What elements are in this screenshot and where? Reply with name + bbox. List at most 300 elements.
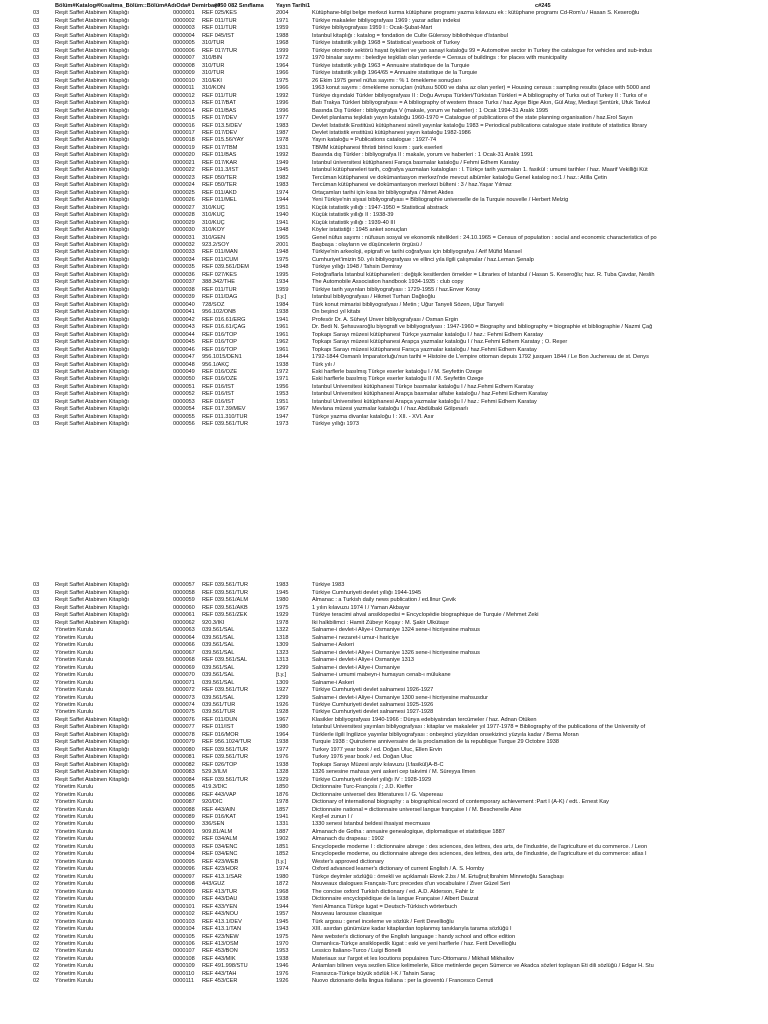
demirbas-cell: 0000009 [173, 70, 195, 77]
bolum-cell: 02 [33, 784, 40, 791]
table-row [0, 919, 768, 926]
demirbas-cell: 0000017 [173, 129, 195, 136]
title-cell: Basında dış Türkler : bibliyografya II : makale, yorum ve haberleri : 1 Ocak-31 Aralık 1991 [312, 152, 534, 159]
siniflama-cell: REF 011/BAS [202, 152, 237, 159]
sheet-block-2 [0, 575, 768, 986]
bolum-cell: 02 [33, 694, 40, 701]
bolum-cell: 03 [33, 421, 40, 428]
title-cell: 1963 konut sayımı : örnekleme sonuçları (nüfusu 5000 ve daha az olan yerler) = Housing census : sampling results (place with 5000 and [312, 85, 650, 92]
title-cell: İstanbul kütüphaneleri tarih, coğrafya yazmaları katalogları : I. Türkçe tarih yazmaları 1. fasikül : umumi tarihler / haz. Maarif Vekilliği Küt [312, 167, 648, 174]
yayin-tarihi-cell: 1931 [276, 144, 289, 151]
yayin-tarihi-cell: 1323 [276, 649, 289, 656]
table-row [0, 70, 768, 77]
bolum-cell: 02 [33, 873, 40, 880]
yayin-tarihi-cell: 1973 [276, 421, 289, 428]
table-row [0, 792, 768, 799]
title-cell: Genel nüfus sayımı : nüfusun sosyal ve ekonomik nitelikleri : 24.10.1965 = Census of population : social and economic characteristics of po [312, 234, 657, 241]
kitaplik-cell: Reşit Saffet Atabinen Kitaplığı [55, 413, 129, 420]
kitaplik-cell: Yönetim Kurulu [55, 836, 94, 843]
title-cell: Türkiye Cumhuriyeti devlet yıllığı 1944-1945 [312, 589, 422, 596]
yayin-tarihi-cell: 1959 [276, 286, 289, 293]
siniflama-cell: REF 039.561/TUR [202, 746, 249, 753]
kitaplik-cell: Reşit Saffet Atabinen Kitaplığı [55, 309, 129, 316]
demirbas-cell: 0000022 [173, 167, 195, 174]
siniflama-cell: REF 016/MOR [202, 731, 239, 738]
demirbas-cell: 0000068 [173, 657, 195, 664]
demirbas-cell: 0000047 [173, 354, 195, 361]
yayin-tarihi-cell: 1980 [276, 597, 289, 604]
yayin-tarihi-cell: 1943 [276, 926, 289, 933]
siniflama-cell: REF 026/TOP [202, 761, 238, 768]
yayin-tarihi-cell: 1988 [276, 32, 289, 39]
kitaplik-cell: Reşit Saffet Atabinen Kitaplığı [55, 144, 129, 151]
yayin-tarihi-cell: 1980 [276, 724, 289, 731]
siniflama-cell: REF 025/KES [202, 10, 237, 17]
siniflama-cell: REF 413.1/TAN [202, 926, 242, 933]
kitaplik-cell: Reşit Saffet Atabinen Kitaplığı [55, 92, 129, 99]
title-cell: New webster's dictionary of the English language : handy school and office edition [312, 933, 516, 940]
table-row [0, 665, 768, 672]
bolum-cell: 03 [33, 144, 40, 151]
table-row [0, 339, 768, 346]
yayin-tarihi-cell: 1961 [276, 331, 289, 338]
kitaplik-cell: Reşit Saffet Atabinen Kitaplığı [55, 204, 129, 211]
title-cell: Turkey 1976 year book / ed. Doğan Uluc [312, 754, 413, 761]
title-cell: Nouveaux dialogues Français-Turc precedes d'un vocabulaire / Ziver Güzel Seri [312, 881, 510, 888]
bolum-cell: 03 [33, 70, 40, 77]
siniflama-cell: REF 039.561/ZEK [202, 612, 248, 619]
demirbas-cell: 0000099 [173, 888, 195, 895]
title-cell: Dr. Bedi N. Şehsuvaroğlu biyografi ve bibliyografyası : 1947-1960 = Biography and bibliography = biographie et bibliographie / Nazmi Çağ [312, 324, 653, 331]
bolum-cell: 03 [33, 115, 40, 122]
bolum-cell: 02 [33, 881, 40, 888]
siniflama-cell: REF 011/TÜR [202, 92, 237, 99]
demirbas-cell: 0000011 [173, 85, 195, 92]
bolum-cell: 02 [33, 649, 40, 656]
kitaplik-cell: Reşit Saffet Atabinen Kitaplığı [55, 619, 129, 626]
bolum-cell: 03 [33, 331, 40, 338]
table-row [0, 926, 768, 933]
yayin-tarihi-cell: 1902 [276, 836, 289, 843]
yayin-tarihi-cell: 1851 [276, 843, 289, 850]
yayin-tarihi-cell: 1976 [276, 970, 289, 977]
bolum-cell: 03 [33, 137, 40, 144]
bolum-cell: 03 [33, 47, 40, 54]
kitaplik-cell: Yönetim Kurulu [55, 926, 94, 933]
siniflama-cell: REF 011/İST [202, 724, 234, 731]
demirbas-cell: 0000039 [173, 294, 195, 301]
yayin-tarihi-cell: 1964 [276, 62, 289, 69]
kitaplik-cell: Reşit Saffet Atabinen Kitaplığı [55, 62, 129, 69]
demirbas-cell: 0000101 [173, 903, 195, 910]
kitaplik-cell: Reşit Saffet Atabinen Kitaplığı [55, 189, 129, 196]
siniflama-cell: REF 039.561/TUR [202, 754, 249, 761]
table-row [0, 93, 768, 100]
demirbas-cell: 0000061 [173, 612, 195, 619]
title-cell: Dictionnaire Turc-François / ; J.D. Kieffer [312, 784, 413, 791]
siniflama-cell: 039.561/SAL [202, 679, 235, 686]
yayin-tarihi-cell: 1951 [276, 204, 289, 211]
title-cell: Mevlana müzesi yazmalar kataloğu I / haz.Abdülbaki Gölpınarlı [312, 406, 469, 413]
bolum-cell: 02 [33, 978, 40, 985]
yayin-tarihi-cell: 1968 [276, 888, 289, 895]
demirbas-cell: 0000107 [173, 948, 195, 955]
siniflama-cell: REF 453/BON [202, 948, 238, 955]
demirbas-cell: 0000090 [173, 821, 195, 828]
bolum-cell: 02 [33, 851, 40, 858]
table-row [0, 18, 768, 25]
title-cell: Devlet planlama teşkilatı yayın kataloğu 1960-1970 = Catalogue of publications of the state planning organisation / haz.Erol Sayın [312, 115, 633, 122]
table-row [0, 904, 768, 911]
table-row [0, 123, 768, 130]
table-row [0, 287, 768, 294]
title-cell: Oxford advanced learner's dictionary of current English / A. S. Hornby [312, 866, 485, 873]
table-row [0, 249, 768, 256]
table-row [0, 635, 768, 642]
bolum-cell: 02 [33, 687, 40, 694]
bolum-cell: 03 [33, 129, 40, 136]
demirbas-cell: 0000030 [173, 227, 195, 234]
table-row [0, 205, 768, 212]
kitaplik-cell: Reşit Saffet Atabinen Kitaplığı [55, 264, 129, 271]
title-cell: Küçük istatistik yıllığı II : 1938-39 [312, 212, 394, 219]
siniflama-cell: REF 039.561/DEM [202, 264, 249, 271]
title-cell: Fotoğraflarla İstanbul kütüphaneleri : değişik kesitlerden örnekler = Libraries of İstanbul / Hasan S. Keseroğlu; haz. R. Tuba Çavdar, Neslih [312, 271, 655, 278]
column-header-row [0, 575, 768, 582]
yayin-tarihi-cell: 1996 [276, 107, 289, 114]
yayin-tarihi-cell: 1852 [276, 851, 289, 858]
bolum-cell: 02 [33, 814, 40, 820]
table-row [0, 279, 768, 286]
siniflama-cell: REF 013.5/DEV [202, 122, 242, 129]
demirbas-cell: 0000085 [173, 784, 195, 791]
table-row [0, 769, 768, 776]
title-cell: XIII. asırdan günümüze kadar kitaplardan toplanmış tanıklarıyla tarama sözlüğü I [312, 926, 512, 933]
yayin-tarihi-cell: 1949 [276, 159, 289, 166]
yayin-tarihi-cell: 1975 [276, 77, 289, 84]
table-row [0, 376, 768, 383]
title-cell: Yeni Türkiye'nin siyasi bibliyografyası = Bibliographie universelle de la Turquie nouvelle / Herbert Melzig [312, 197, 569, 204]
yayin-tarihi-cell: [t.y.] [276, 294, 287, 301]
kitaplik-cell: Reşit Saffet Atabinen Kitaplığı [55, 597, 129, 604]
siniflama-cell: REF 011/CUM [202, 256, 238, 263]
siniflama-cell: REF 016.61/ÇAĞ [202, 324, 246, 331]
yayin-tarihi-cell: 1322 [276, 627, 289, 634]
siniflama-cell: 039.561/TÜR [202, 701, 236, 708]
yayin-tarihi-cell: 1992 [276, 92, 289, 99]
title-cell: Türkiye istatistik yıllığı 1963 = Annuaire statistique de la Turquie [312, 62, 470, 69]
yayin-tarihi-cell: 1972 [276, 368, 289, 375]
bolum-cell: 02 [33, 642, 40, 649]
demirbas-cell: 0000067 [173, 649, 195, 656]
table-row [0, 40, 768, 47]
bolum-cell: 03 [33, 354, 40, 361]
demirbas-cell: 0000089 [173, 814, 195, 820]
title-cell: Yayın kataloğu = Publications catalogue : 1927-74 [312, 137, 437, 144]
title-cell: Klasikler bibliyografyası 1940-1966 : Dünya edebiyatından tercümeler / haz. Adnan Ötüken [312, 716, 537, 723]
demirbas-cell: 0000044 [173, 331, 195, 338]
siniflama-cell: REF 443/VAP [202, 791, 237, 798]
table-row [0, 844, 768, 851]
kitaplik-cell: Yönetim Kurulu [55, 791, 94, 798]
bolum-cell: 02 [33, 657, 40, 664]
demirbas-cell: 0000025 [173, 189, 195, 196]
yayin-tarihi-cell: 1961 [276, 346, 289, 353]
siniflama-cell: REF 039.561/SAL [202, 657, 248, 664]
siniflama-cell: REF 443/TAH [202, 970, 237, 977]
demirbas-cell: 0000048 [173, 361, 195, 368]
kitaplik-cell: Reşit Saffet Atabinen Kitaplığı [55, 406, 129, 413]
yayin-tarihi-cell: 1926 [276, 701, 289, 708]
title-cell: İstanbul Üniversitesi yayınları bibliyografyası : kitaplar ve makaleler yıl 1977-1978 = Bibliography of the publications of the University of [312, 724, 646, 731]
title-cell: Almanach de Gotha : annuaire genealogique, diplomatique et statistique 1887 [312, 828, 505, 835]
demirbas-cell: 0000079 [173, 739, 195, 746]
siniflama-cell: REF 016/ÖZE [202, 368, 238, 375]
siniflama-cell: REF 045/İST [202, 32, 235, 39]
kitaplik-cell: Reşit Saffet Atabinen Kitaplığı [55, 754, 129, 761]
title-cell: Salname-i nezaret-i umur-i hariciye [312, 634, 399, 641]
kitaplik-cell: Yönetim Kurulu [55, 657, 94, 664]
demirbas-cell: 0000080 [173, 746, 195, 753]
demirbas-cell: 0000098 [173, 881, 195, 888]
table-row [0, 55, 768, 62]
kitaplik-cell: Yönetim Kurulu [55, 881, 94, 888]
title-cell: Yeni Almanca Türkçe lugat = Deutsch-Türkisch wörterbuch [312, 903, 458, 910]
table-row [0, 963, 768, 970]
siniflama-cell: REF 039.561/TÜR [202, 582, 249, 589]
yayin-tarihi-cell: 1938 [276, 955, 289, 962]
demirbas-cell: 0000070 [173, 672, 195, 679]
table-row [0, 948, 768, 955]
bolum-cell: 03 [33, 346, 40, 353]
title-cell: İstanbul Üniversitesi kütüphanesi Arapça basmalar alfabe kataloğu / haz.Fehmi Edhem Karatay [312, 391, 548, 398]
title-cell: Salname-i devlet-i Aliye-i Osmaniye 1326 sene-i hicriyesine mahsus [312, 649, 480, 656]
siniflama-cell: 039.561/SAL [202, 642, 235, 649]
yayin-tarihi-cell: 1945 [276, 589, 289, 596]
title-cell: Türkçe yazma divanlar kataloğu I : XII. - XVI. Asır [312, 413, 434, 420]
bolum-cell: 03 [33, 619, 40, 626]
kitaplik-cell: Reşit Saffet Atabinen Kitaplığı [55, 137, 129, 144]
demirbas-cell: 0000064 [173, 634, 195, 641]
demirbas-cell: 0000094 [173, 851, 195, 858]
table-row [0, 212, 768, 219]
siniflama-cell: 039.561/SAL [202, 649, 235, 656]
kitaplik-cell: Yönetim Kurulu [55, 963, 94, 970]
kitaplik-cell: Reşit Saffet Atabinen Kitaplığı [55, 716, 129, 723]
title-cell: Türkiye yıllığı 1973 [312, 421, 359, 428]
yayin-tarihi-cell: 1944 [276, 903, 289, 910]
title-cell: 1 yılın kılavuzu 1974 I / Yaman Akbayar [312, 604, 410, 611]
table-row [0, 115, 768, 122]
demirbas-cell: 0000088 [173, 806, 195, 813]
table-row [0, 63, 768, 70]
title-cell: Salname-i devlet-i Aliye-i Osmaniye [312, 664, 400, 671]
siniflama-cell: 529.3/İLM [202, 769, 227, 776]
title-cell: 1792-1844 Osmanlı İmparatorluğu'nun tarihi = Histoire de L'empire ottoman depuis 1792 jusquen 1844 / Le Bon Juchereau de st. Denys [312, 354, 649, 361]
title-cell: Türkçe deyimler sözlüğü : örnekli ve açıklamalı Ekrek 2.bs / M. Ertuğrul;İbrahim Minnetoğlu Saraçbaşı [312, 873, 564, 880]
kitaplik-cell: Reşit Saffet Atabinen Kitaplığı [55, 77, 129, 84]
bolum-cell: 03 [33, 316, 40, 323]
table-row [0, 650, 768, 657]
yayin-tarihi-cell: 1331 [276, 821, 289, 828]
kitaplik-cell: Reşit Saffet Atabinen Kitaplığı [55, 152, 129, 159]
demirbas-cell: 0000032 [173, 242, 195, 248]
table-row [0, 414, 768, 421]
table-row [0, 108, 768, 115]
siniflama-cell: REF 491.998/STU [202, 963, 248, 970]
yayin-tarihi-cell: 1945 [276, 918, 289, 925]
bolum-cell: 02 [33, 836, 40, 843]
yayin-tarihi-cell: 1975 [276, 604, 289, 611]
title-cell: Türkiye Cumhuriyeti devlet salnamesi 1927-1928 [312, 709, 434, 716]
demirbas-cell: 0000007 [173, 55, 195, 62]
table-row [0, 347, 768, 354]
siniflama-cell: REF 034/ALM [202, 836, 238, 843]
table-row [0, 175, 768, 182]
kitaplik-cell: Reşit Saffet Atabinen Kitaplığı [55, 17, 129, 24]
bolum-cell: 03 [33, 17, 40, 24]
yayin-tarihi-cell: 1872 [276, 881, 289, 888]
demirbas-cell: 0000029 [173, 219, 195, 226]
demirbas-cell: 0000092 [173, 836, 195, 843]
yayin-tarihi-cell: 1983 [276, 122, 289, 129]
kitaplik-cell: Yönetim Kurulu [55, 679, 94, 686]
title-cell: Türkiye Cumhuriyeti devlet salnamesi 1925-1926 [312, 701, 434, 708]
table-row [0, 709, 768, 716]
siniflama-cell: REF 413.1/SAR [202, 873, 242, 880]
yayin-tarihi-cell: 1938 [276, 309, 289, 316]
title-cell: Turquie 1938 : Quinzieme anniversaire de la proclamation de la republique Turque 29 Octobre 1938 [312, 739, 560, 746]
kitaplik-cell: Reşit Saffet Atabinen Kitaplığı [55, 122, 129, 129]
title-cell: Türkiye teracimi ahval ansiklopedisi = Encyclopédie biographique de Turquie / Mehmet Zeki [312, 612, 539, 619]
siniflama-cell: REF 423/NEW [202, 933, 239, 940]
demirbas-cell: 0000072 [173, 687, 195, 694]
kitaplik-cell: Yönetim Kurulu [55, 933, 94, 940]
table-row [0, 717, 768, 724]
bolum-cell: 02 [33, 828, 40, 835]
yayin-tarihi-cell: 1927 [276, 687, 289, 694]
siniflama-cell: REF 423/WEB [202, 858, 239, 865]
kitaplik-cell: Yönetim Kurulu [55, 896, 94, 903]
title-cell: Basında Dış Türkler : bibliyografya V (makale, yorum ve haberler) : 1 Ocak 1994-31 Aralık 1995 [312, 107, 549, 114]
title-cell: Salname-i devlet-i Aliye-i Osmaniye 1300 sene-i hicriyesine mahsusdur [312, 694, 488, 701]
siniflama-cell: 310/TÜR [202, 62, 225, 69]
siniflama-cell: 336/SEN [202, 821, 225, 828]
table-row [0, 866, 768, 873]
bolum-cell: 03 [33, 724, 40, 731]
table-row [0, 294, 768, 301]
kitaplik-cell: Reşit Saffet Atabinen Kitaplığı [55, 286, 129, 293]
bolum-cell: 03 [33, 368, 40, 375]
siniflama-cell: REF 016/TOP [202, 339, 238, 346]
table-row [0, 762, 768, 769]
kitaplik-cell: Yönetim Kurulu [55, 694, 94, 701]
title-cell: Türkiye Cumhuriyeti devlet yıllığı IV : 1928-1929 [312, 776, 432, 783]
kitaplik-cell: Reşit Saffet Atabinen Kitaplığı [55, 115, 129, 122]
demirbas-cell: 0000012 [173, 92, 195, 99]
yayin-tarihi-cell: 1987 [276, 129, 289, 136]
demirbas-cell: 0000075 [173, 709, 195, 716]
table-row [0, 829, 768, 836]
siniflama-cell: REF 050/TER [202, 182, 237, 189]
siniflama-cell: 310/KÜÇ [202, 204, 225, 211]
demirbas-cell: 0000049 [173, 368, 195, 375]
demirbas-cell: 0000109 [173, 963, 195, 970]
bolum-cell: 03 [33, 174, 40, 181]
title-cell: Fransızca-Türkçe büyük sözlük I-K / Tahsin Saraç [312, 970, 436, 977]
yayin-tarihi-cell: [t.y.] [276, 858, 287, 865]
siniflama-cell: REF 015.56/YAY [202, 137, 244, 144]
bolum-cell: 02 [33, 926, 40, 933]
yayin-tarihi-cell: 1953 [276, 948, 289, 955]
title-cell: Tercüman kütüphanesi ve dokümantasyon merkezi bülteni : 3 / haz.Yaşar Yılmaz [312, 182, 512, 189]
bolum-cell: 03 [33, 25, 40, 32]
title-cell: 26 Ekim 1975 genel nüfus sayımı : % 1 örnekleme sonuçları [312, 77, 461, 84]
kitaplik-cell: Yönetim Kurulu [55, 843, 94, 850]
demirbas-cell: 0000013 [173, 100, 195, 107]
siniflama-cell: 956.1015/DEN1 [202, 354, 242, 361]
demirbas-cell: 0000042 [173, 316, 195, 323]
kitaplik-cell: Yönetim Kurulu [55, 784, 94, 791]
table-row [0, 272, 768, 279]
kitaplik-cell: Reşit Saffet Atabinen Kitaplığı [55, 724, 129, 731]
bolum-cell: 03 [33, 279, 40, 286]
siniflama-cell: REF 956.1024/TUR [202, 739, 252, 746]
siniflama-cell: 310/TÜR [202, 40, 225, 47]
bolum-cell: 03 [33, 227, 40, 234]
bolum-cell: 03 [33, 212, 40, 219]
kitaplik-cell: Yönetim Kurulu [55, 672, 94, 679]
demirbas-cell: 0000069 [173, 664, 195, 671]
table-row [0, 695, 768, 702]
siniflama-cell: 039.561/TÜR [202, 709, 236, 716]
kitaplik-cell: Reşit Saffet Atabinen Kitaplığı [55, 731, 129, 738]
table-row [0, 859, 768, 866]
table-row [0, 309, 768, 316]
bolum-cell: 02 [33, 858, 40, 865]
siniflama-cell: REF 016/TOP [202, 331, 238, 338]
bolum-cell: 03 [33, 589, 40, 596]
yayin-tarihi-cell: 1975 [276, 933, 289, 940]
yayin-tarihi-cell: 1975 [276, 256, 289, 263]
title-cell: Eski harflerle basılmış Türkçe eserler kataloğu I / M. Seyfettin Özege [312, 368, 482, 375]
yayin-tarihi-cell: 1978 [276, 619, 289, 626]
bolum-cell: 03 [33, 40, 40, 47]
title-cell: İstanbul Üniversitesi kütüphanesi Arapça yazmalar kataloğu I / haz.: Fehmi Edhem Karatay [312, 398, 537, 405]
siniflama-cell: 039.561/SAL [202, 634, 235, 641]
title-cell: İstanbul bibliyografyası / Hikmet Turhan Dağlıoğlu [312, 294, 436, 301]
kitaplik-cell: Yönetim Kurulu [55, 858, 94, 865]
yayin-tarihi-cell: 1970 [276, 940, 289, 947]
bolum-cell: 03 [33, 32, 40, 39]
table-row [0, 911, 768, 918]
table-row [0, 354, 768, 361]
title-cell: Türkiye'nin arkeoloji, epigrafi ve tarihi coğrafyası için bibliyografya / Arif Müfid Mansel [312, 249, 522, 256]
bolum-cell: 02 [33, 866, 40, 873]
siniflama-cell: 039.561/SAL [202, 627, 235, 634]
bolum-cell: 02 [33, 634, 40, 641]
yayin-tarihi-cell: 1938 [276, 361, 289, 368]
table-row [0, 100, 768, 107]
kitaplik-cell: Yönetim Kurulu [55, 634, 94, 641]
table-row [0, 362, 768, 369]
bolum-cell: 03 [33, 182, 40, 189]
kitaplik-cell: Reşit Saffet Atabinen Kitaplığı [55, 219, 129, 226]
demirbas-cell: 0000018 [173, 137, 195, 144]
table-row [0, 754, 768, 761]
demirbas-cell: 0000057 [173, 582, 195, 589]
bolum-cell: 02 [33, 627, 40, 634]
